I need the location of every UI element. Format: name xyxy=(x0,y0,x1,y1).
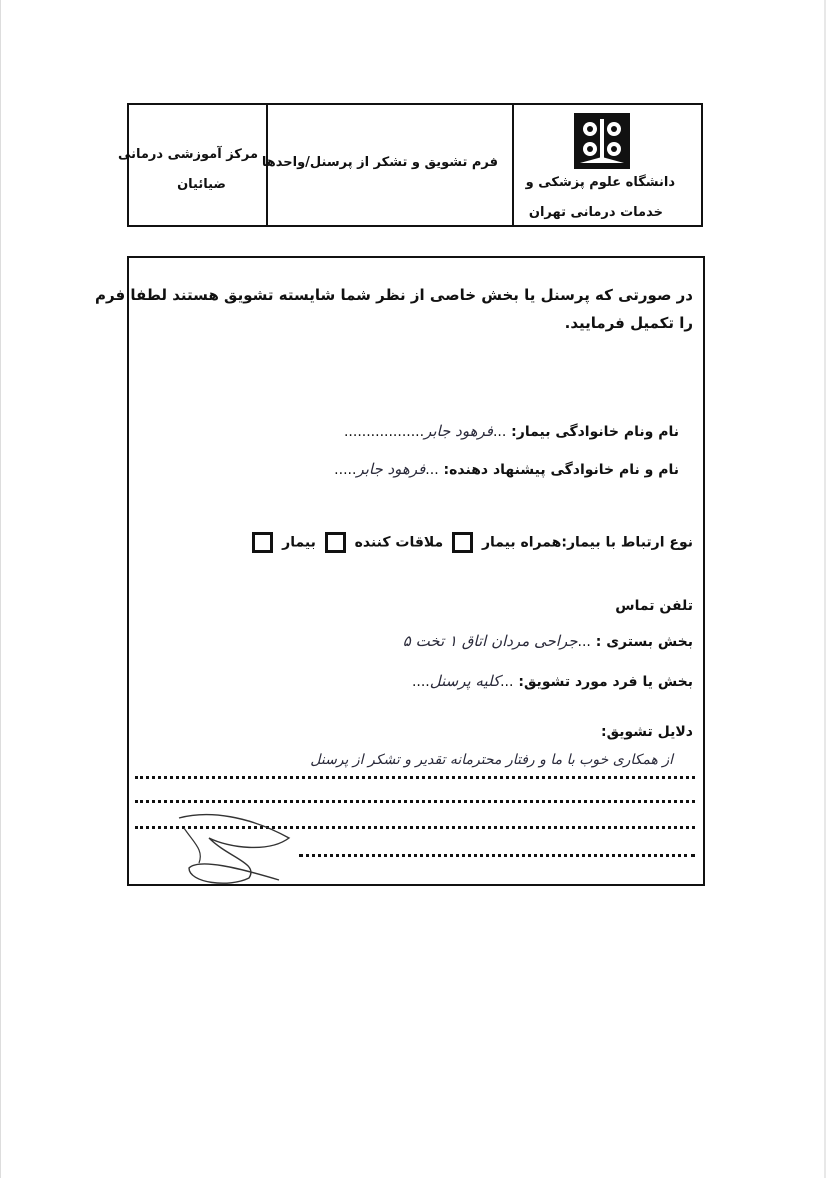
phone-label: تلفن تماس xyxy=(615,598,693,614)
reasons-line-4 xyxy=(299,854,695,857)
patient-name-label: نام ونام خانوادگی بیمار: xyxy=(511,424,679,440)
intro-line2: را تکمیل فرمایید. xyxy=(564,314,693,332)
dots: ... xyxy=(492,424,507,440)
dots: ... xyxy=(425,462,439,478)
center-name-line2: ضیائیان xyxy=(177,177,226,192)
intro-line1: در صورتی که پرسنل یا بخش خاصی از نظر شما شایسته تشویق هستند لطفا فرم xyxy=(95,286,693,304)
university-name-line2: خدمات درمانی تهران xyxy=(528,205,663,220)
relation-option-visitor: ملاقات کننده xyxy=(354,534,444,551)
target-label: بخش یا فرد مورد تشویق: xyxy=(518,674,693,690)
form-body xyxy=(95,256,705,886)
relation-label: نوع ارتباط با بیمار: xyxy=(561,534,693,551)
dots: ... xyxy=(577,634,591,650)
relation-row xyxy=(248,532,693,553)
center-name-cell xyxy=(117,105,266,225)
relation-option-companion: همراه بیمار xyxy=(481,534,562,551)
target-value[interactable]: کلیه پرسنل xyxy=(429,672,501,690)
ward-label: بخش بستری : xyxy=(595,634,693,650)
university-emblem-icon xyxy=(574,113,630,169)
relation-option-patient: بیمار xyxy=(282,534,316,551)
dots: ... xyxy=(500,674,514,690)
ward-value[interactable]: جراحی مردان اتاق ۱ تخت ۵ xyxy=(402,632,578,650)
patient-name-row xyxy=(344,422,679,440)
dots: .................. xyxy=(343,424,425,440)
reasons-label: دلایل تشویق: xyxy=(601,724,693,740)
signature-icon xyxy=(169,808,299,888)
suggester-name-value[interactable]: فرهود جابر xyxy=(356,460,426,478)
dots: ..... xyxy=(334,462,357,478)
reasons-line-1 xyxy=(135,776,695,779)
reasons-value[interactable]: از همکاری خوب با ما و رفتار محترمانه تقدیر و تشکر از پرسنل xyxy=(310,752,673,768)
companion-checkbox[interactable] xyxy=(452,532,473,553)
suggester-name-row xyxy=(334,460,679,478)
ward-row xyxy=(403,632,693,650)
reasons-line-2 xyxy=(135,800,695,803)
patient-name-value[interactable]: فرهود جابر xyxy=(424,422,493,440)
form-title: فرم تشویق و تشکر از پرسنل/واحدها xyxy=(261,155,498,170)
suggester-name-label: نام و نام خانوادگی پیشنهاد دهنده: xyxy=(443,462,679,478)
university-name-line1: دانشگاه علوم پزشکی و xyxy=(525,175,675,190)
form-title-cell xyxy=(261,105,512,225)
dots: .... xyxy=(411,674,430,690)
patient-checkbox[interactable] xyxy=(252,532,273,553)
center-name-line1: مرکز آموزشی درمانی xyxy=(117,147,258,162)
target-row xyxy=(412,672,693,690)
visitor-checkbox[interactable] xyxy=(325,532,346,553)
header-table xyxy=(117,103,703,227)
university-cell xyxy=(512,105,701,225)
